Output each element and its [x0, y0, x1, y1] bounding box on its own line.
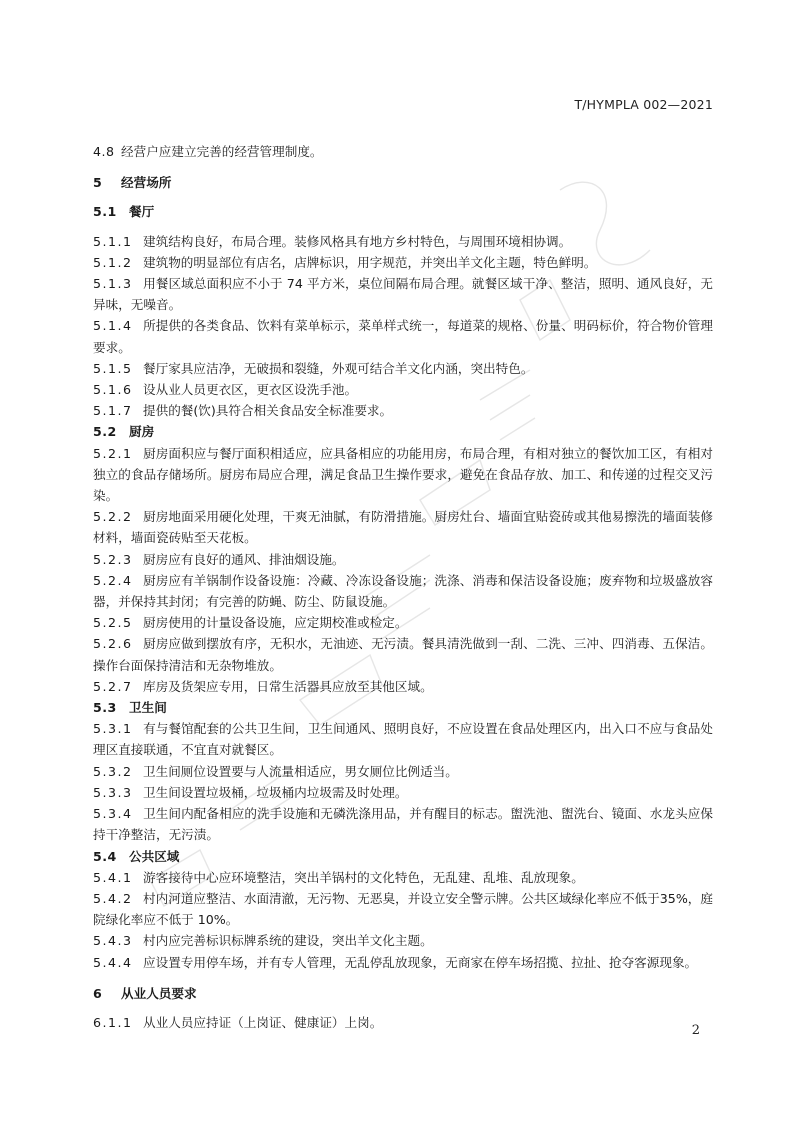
clause-number: 6.1.1: [93, 1014, 133, 1030]
clause-text: 建筑物的明显部位有店名，店牌标识，用字规范，并突出羊文化主题，特色鲜明。: [143, 254, 597, 270]
document-body: [93, 141, 713, 1033]
clause-text: 有与餐馆配套的公共卫生间，卫生间通风、照明良好，不应设置在食品处理区内，出入口不应与食品处理区直接联通，不宜直对就餐区。: [93, 721, 713, 758]
clause-paragraph: [93, 358, 713, 379]
clause-number: 5.3.4: [93, 806, 133, 822]
clause-text: 卫生间设置垃圾桶，垃圾桶内垃圾需及时处理。: [143, 784, 408, 800]
clause-text: 经营户应建立完善的经营管理制度。: [121, 144, 323, 159]
section-heading: [93, 983, 713, 1004]
clause-paragraph: [93, 443, 713, 507]
clause-number: 5.4.4: [93, 954, 133, 970]
clause-number: 5.4.2: [93, 890, 133, 906]
clause-paragraph: [93, 273, 713, 315]
clause-number: 5.1.4: [93, 318, 133, 334]
clause-paragraph: [93, 930, 713, 951]
section-heading: [93, 421, 713, 442]
clause-number: 5.1.3: [93, 276, 133, 292]
clause-text: 厨房应做到摆放有序，无积水，无油迹、无污渍。餐具清洗做到一刮、二洗、三冲、四消毒、五保洁。操作台面保持清洁和无杂物堆放。: [93, 636, 713, 673]
clause-text: 村内应完善标识标牌系统的建设，突出羊文化主题。: [143, 933, 433, 949]
clause-paragraph: [93, 506, 713, 548]
clause-text: 卫生间内配备相应的洗手设施和无磷洗涤用品，并有醒目的标志。盥洗池、盥洗台、镜面、水龙头应保持干净整洁，无污渍。: [93, 806, 713, 843]
standard-code: T/HYMPLA 002—2021: [574, 97, 713, 112]
clause-number: 5.2.7: [93, 678, 133, 694]
clause-text: 厨房面积应与餐厅面积相适应，应具备相应的功能用房，布局合理，有相对独立的餐饮加工区，有相对独立的食品存储场所。厨房布局应合理，满足食品卫生操作要求，避免在食品存放、加工、和传递的过程交叉污染。: [93, 445, 713, 504]
clause-text: 餐厅: [129, 204, 155, 220]
clause-number: 5.3: [93, 700, 117, 716]
clause-paragraph: [93, 952, 713, 973]
section-heading: [93, 172, 713, 193]
clause-text: 厨房地面采用硬化处理，干爽无油腻，有防滑措施。厨房灶台、墙面宜贴瓷砖或其他易擦洗的墙面装修材料，墙面瓷砖贴至天花板。: [93, 509, 713, 546]
clause-paragraph: [93, 141, 713, 162]
clause-text: 建筑结构良好，布局合理。装修风格具有地方乡村特色，与周围环境相协调。: [143, 233, 572, 249]
clause-number: 5.2: [93, 424, 117, 440]
clause-paragraph: [93, 633, 713, 675]
clause-number: 5.1: [93, 204, 117, 220]
clause-paragraph: [93, 888, 713, 930]
clause-paragraph: [93, 761, 713, 782]
clause-text: 经营场所: [121, 175, 172, 191]
clause-number: 5.1.7: [93, 403, 133, 419]
clause-text: 从业人员要求: [121, 985, 197, 1001]
clause-paragraph: [93, 231, 713, 252]
clause-paragraph: [93, 315, 713, 357]
section-heading: [93, 697, 713, 718]
section-heading: [93, 201, 713, 222]
clause-paragraph: [93, 400, 713, 421]
clause-number: 4.8: [93, 144, 115, 159]
section-heading: [93, 846, 713, 867]
clause-text: 设从业人员更衣区，更衣区设洗手池。: [143, 382, 358, 398]
clause-text: 厨房应有羊锅制作设备设施：冷藏、冷冻设备设施；洗涤、消毒和保洁设备设施；废弃物和垃圾盛放容器，并保持其封闭；有完善的防蝇、防尘、防鼠设施。: [93, 572, 713, 610]
clause-number: 5.1.6: [93, 382, 133, 398]
clause-number: 5.4: [93, 848, 117, 864]
clause-text: 厨房应有良好的通风、排油烟设施。: [143, 551, 345, 567]
clause-text: 厨房使用的计量设备设施，应定期校准或检定。: [143, 615, 408, 631]
clause-paragraph: [93, 803, 713, 845]
clause-number: 5.1.5: [93, 360, 133, 376]
clause-number: 5.1.2: [93, 254, 133, 270]
clause-text: 餐厅家具应洁净，无破损和裂缝，外观可结合羊文化内涵，突出特色。: [143, 360, 534, 376]
clause-text: 应设置专用停车场，并有专人管理，无乱停乱放现象，无商家在停车场招揽、拉扯、抢夺客源现象。: [143, 954, 698, 970]
clause-number: 5.3.3: [93, 784, 133, 800]
clause-paragraph: [93, 252, 713, 273]
clause-paragraph: [93, 1012, 713, 1033]
clause-text: 用餐区域总面积应不小于 74 平方米，桌位间隔布局合理。就餐区域干净、整洁，照明、通风良好，无异味，无噪音。: [93, 276, 713, 313]
clause-paragraph: [93, 612, 713, 633]
clause-number: 5.1.1: [93, 233, 133, 249]
clause-paragraph: [93, 379, 713, 400]
clause-text: 卫生间: [129, 700, 167, 716]
clause-number: 5.3.2: [93, 763, 133, 779]
clause-paragraph: [93, 570, 713, 612]
clause-paragraph: [93, 549, 713, 570]
clause-number: 5.2.5: [93, 615, 133, 631]
page-number: 2: [691, 1023, 700, 1038]
clause-text: 库房及货架应专用，日常生活器具应放至其他区域。: [143, 678, 433, 694]
clause-number: 6: [93, 985, 103, 1001]
clause-number: 5.2.6: [93, 636, 133, 652]
clause-number: 5.2.2: [93, 509, 133, 525]
clause-text: 从业人员应持证（上岗证、健康证）上岗。: [143, 1014, 383, 1030]
clause-paragraph: [93, 782, 713, 803]
clause-number: 5.3.1: [93, 721, 133, 737]
clause-text: 村内河道应整洁、水面清澈，无污物、无恶臭，并设立安全警示牌。公共区域绿化率应不低于35%，庭院绿化率应不低于 10%。: [93, 890, 713, 928]
clause-text: 公共区域: [129, 848, 180, 864]
clause-text: 厨房: [129, 424, 155, 440]
clause-paragraph: [93, 718, 713, 760]
clause-text: 游客接待中心应环境整洁，突出羊锅村的文化特色，无乱建、乱堆、乱放现象。: [143, 869, 584, 885]
clause-number: 5.2.4: [93, 572, 133, 588]
clause-number: 5.2.3: [93, 551, 133, 567]
clause-number: 5.4.3: [93, 933, 133, 949]
clause-text: 卫生间厕位设置要与人流量相适应，男女厕位比例适当。: [143, 763, 458, 779]
clause-paragraph: [93, 676, 713, 697]
clause-text: 提供的餐(饮)具符合相关食品安全标准要求。: [143, 403, 393, 419]
clause-number: 5.4.1: [93, 869, 133, 885]
clause-number: 5.2.1: [93, 445, 133, 461]
clause-number: 5: [93, 175, 103, 191]
clause-text: 所提供的各类食品、饮料有菜单标示，菜单样式统一，每道菜的规格、份量、明码标价，符合物价管理要求。: [93, 318, 713, 355]
clause-paragraph: [93, 867, 713, 888]
